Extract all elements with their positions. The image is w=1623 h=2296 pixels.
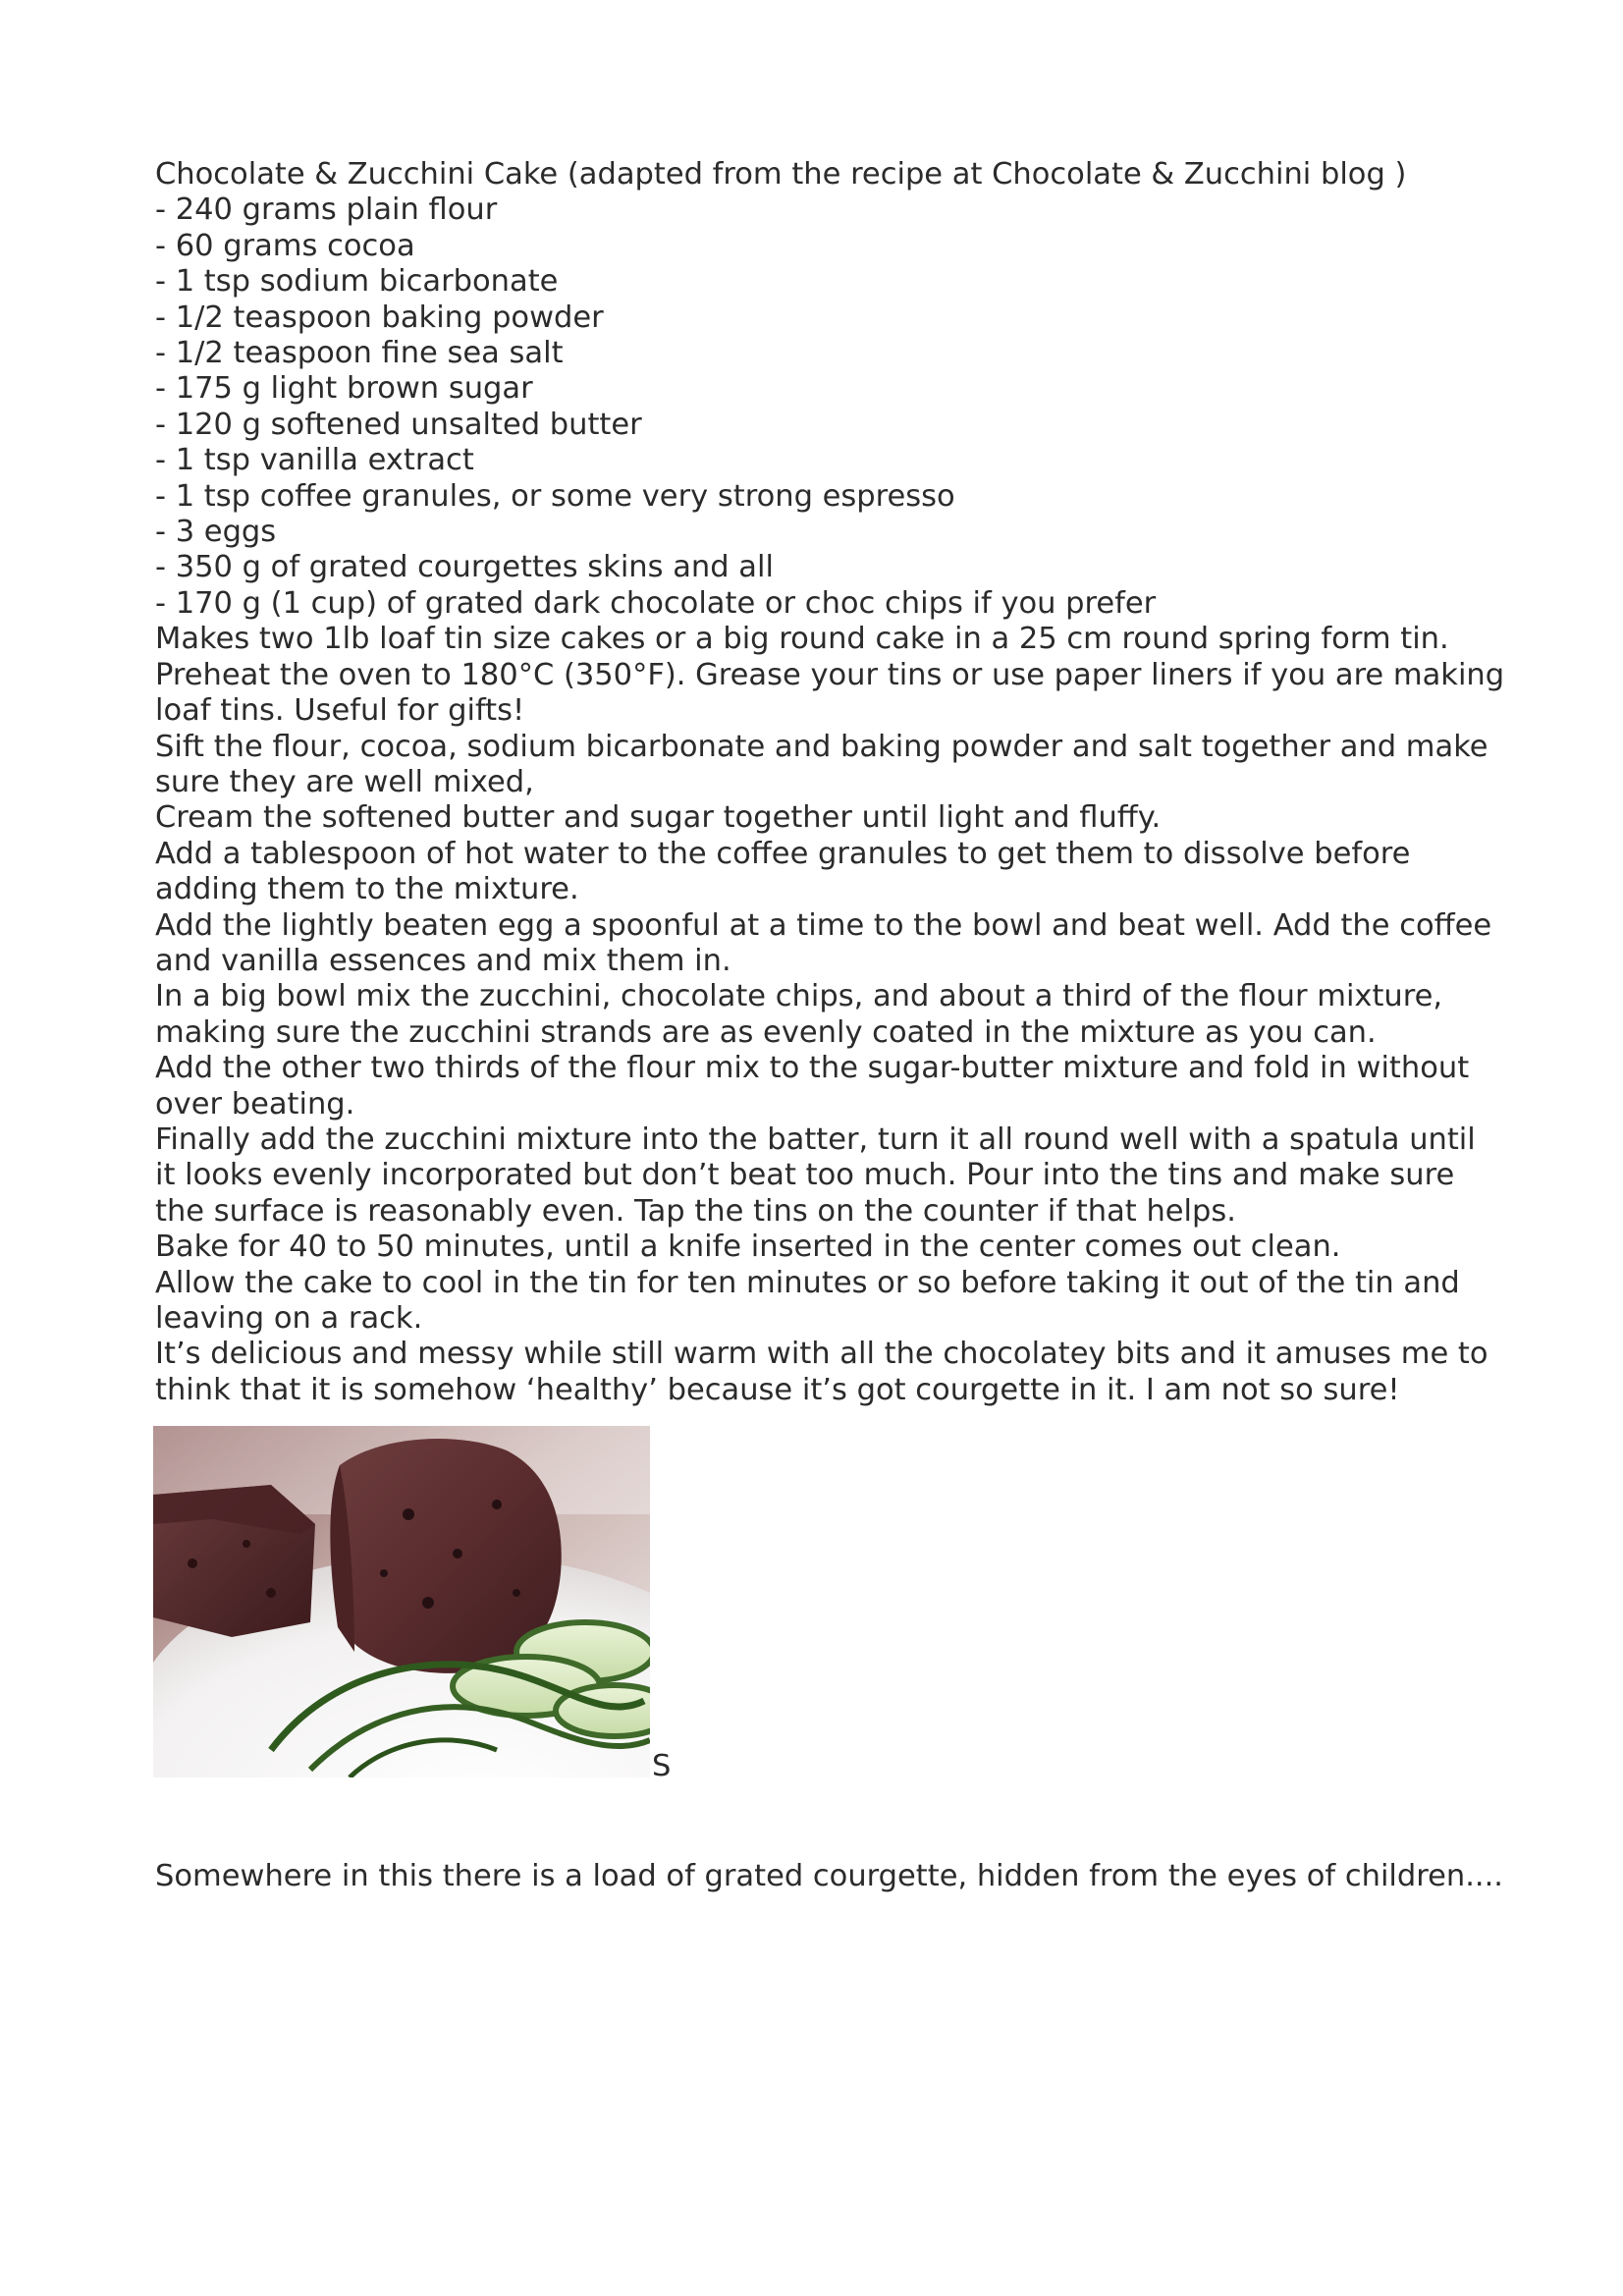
ingredient-line: - 120 g softened unsalted butter: [155, 407, 642, 442]
method-line: Bake for 40 to 50 minutes, until a knife inserted in the center comes out clean.: [155, 1230, 1341, 1265]
method-line: adding them to the mixture.: [155, 872, 579, 907]
ingredient-line: - 240 grams plain flour: [155, 192, 498, 228]
method-line: It’s delicious and messy while still warm with all the chocolatey bits and it amuses me to: [155, 1337, 1488, 1372]
method-line: it looks evenly incorporated but don’t beat too much. Pour into the tins and make sure: [155, 1158, 1455, 1193]
recipe-title: Chocolate & Zucchini Cake (adapted from the recipe at Chocolate & Zucchini blog ): [155, 157, 1407, 191]
ingredient-line: - 175 g light brown sugar: [155, 371, 533, 407]
method-line: making sure the zucchini strands are as evenly coated in the mixture as you can.: [155, 1014, 1377, 1050]
recipe-document: [155, 157, 1530, 1408]
method-line: In a big bowl mix the zucchini, chocolate chips, and about a third of the flour mixture,: [155, 979, 1443, 1014]
cake-photo: [153, 1426, 650, 1777]
ingredient-line: - 1 tsp sodium bicarbonate: [155, 264, 559, 300]
ingredient-line: - 170 g (1 cup) of grated dark chocolate or choc chips if you prefer: [155, 585, 1157, 621]
ingredient-line: - 1/2 teaspoon baking powder: [155, 300, 604, 335]
method-line: Sift the flour, cocoa, sodium bicarbonate and baking powder and salt together and make: [155, 729, 1488, 764]
footer-note: Somewhere in this there is a load of grated courgette, hidden from the eyes of children....: [155, 1859, 1503, 1893]
method-line: loaf tins. Useful for gifts!: [155, 693, 525, 729]
method-line: Add a tablespoon of hot water to the coffee granules to get them to dissolve before: [155, 836, 1411, 871]
method-text: [155, 622, 1530, 1408]
ingredient-line: - 3 eggs: [155, 515, 277, 550]
method-line: Add the other two thirds of the flour mix to the sugar-butter mixture and fold in without: [155, 1051, 1470, 1086]
method-line: think that it is somehow ‘healthy’ because it’s got courgette in it. I am not so sure!: [155, 1372, 1400, 1407]
method-line: Add the lightly beaten egg a spoonful at a time to the bowl and beat well. Add the coffee: [155, 907, 1492, 943]
photo-trailing-text: S: [652, 1749, 672, 1783]
ingredient-line: - 60 grams cocoa: [155, 228, 415, 263]
method-line: Allow the cake to cool in the tin for ten minutes or so before taking it out of the tin and: [155, 1265, 1460, 1300]
method-line: and vanilla essences and mix them in.: [155, 943, 731, 978]
ingredient-line: - 1 tsp coffee granules, or some very strong espresso: [155, 478, 955, 514]
method-line: Cream the softened butter and sugar together until light and fluffy.: [155, 800, 1162, 836]
ingredient-line: - 1 tsp vanilla extract: [155, 443, 474, 478]
method-line: leaving on a rack.: [155, 1301, 423, 1336]
ingredient-line: - 350 g of grated courgettes skins and all: [155, 550, 774, 585]
method-line: Makes two 1lb loaf tin size cakes or a big round cake in a 25 cm round spring form tin.: [155, 622, 1449, 657]
ingredient-list: [155, 192, 1530, 622]
method-line: Preheat the oven to 180°C (350°F). Grease your tins or use paper liners if you are making: [155, 657, 1505, 692]
method-line: the surface is reasonably even. Tap the tins on the counter if that helps.: [155, 1193, 1236, 1229]
method-line: over beating.: [155, 1086, 355, 1121]
method-line: sure they are well mixed,: [155, 764, 534, 799]
method-line: Finally add the zucchini mixture into the batter, turn it all round well with a spatula until: [155, 1121, 1476, 1157]
ingredient-line: - 1/2 teaspoon fine sea salt: [155, 336, 564, 371]
cake-photo-row: [153, 1426, 672, 1783]
